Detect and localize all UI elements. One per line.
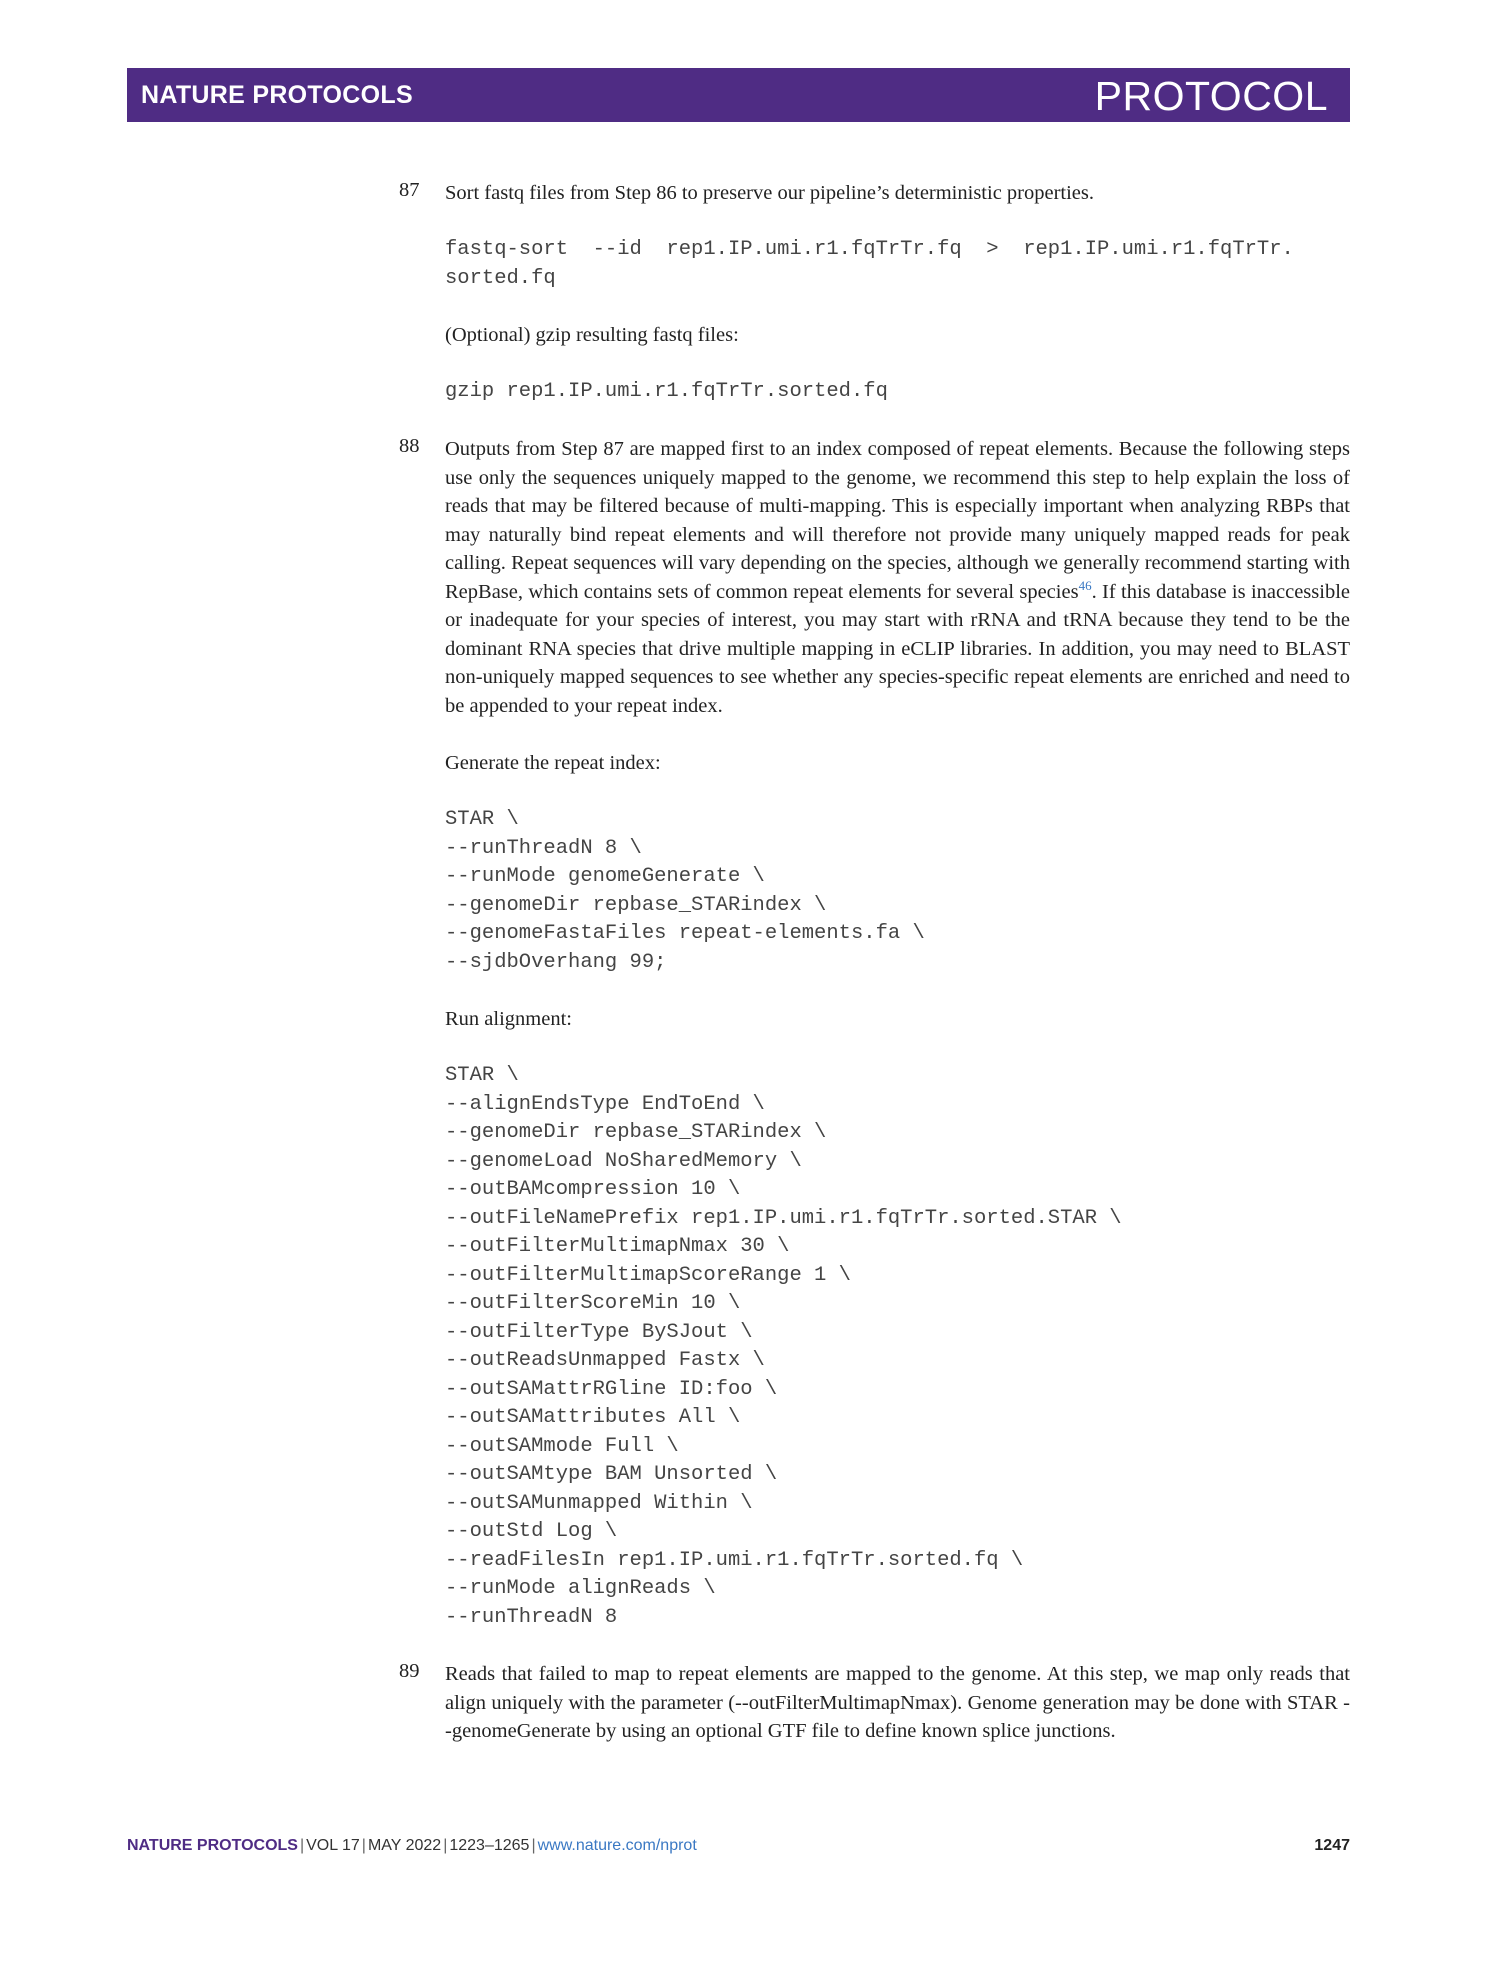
code-line: --runThreadN 8 (445, 1605, 618, 1629)
code-line: --outReadsUnmapped Fastx \ (445, 1349, 765, 1372)
code-line: --outFilterScoreMin 10 \ (445, 1292, 741, 1315)
code-line: --outFilterMultimapNmax 30 \ (445, 1235, 790, 1258)
code-line: --genomeFastaFiles repeat-elements.fa \ (445, 922, 925, 945)
code-line: --genomeLoad NoSharedMemory \ (445, 1149, 802, 1173)
code-line: sorted.fq (445, 266, 556, 290)
star-index-command (445, 806, 1355, 977)
footer-date: MAY 2022 (367, 1837, 442, 1854)
code-line: fastq-sort --id rep1.IP.umi.r1.fqTrTr.fq > rep1.IP.umi.r1.fqTrTr. (445, 238, 1294, 261)
step-89-number: 89 (399, 1660, 420, 1682)
step-87-gzip-command (445, 378, 1355, 407)
step-89-paragraph: Reads that failed to map to repeat elements are mapped to the genome. At this step, we map only reads that align uniquely with the parameter (--outFilterMultimapNmax). Genome generation may be done with STAR --genomeGenerate by using an optional GTF file to define known splice junctions. (445, 1663, 1350, 1742)
code-line: --runMode genomeGenerate \ (445, 865, 765, 888)
code-line: --runMode alignReads \ (445, 1577, 716, 1600)
article-type: PROTOCOL (1094, 73, 1328, 119)
code-line: --outSAMunmapped Within \ (445, 1491, 753, 1515)
code-line: --outFilterMultimapScoreRange 1 \ (445, 1263, 851, 1287)
step-89-text (445, 1660, 1350, 1746)
journal-name: NATURE PROTOCOLS (141, 81, 413, 109)
reference-citation[interactable]: 46 (1078, 577, 1092, 593)
code-line: --outBAMcompression 10 \ (445, 1178, 741, 1201)
step-88-paragraph (445, 435, 1350, 720)
step-87-text: Sort fastq files from Step 86 to preserve our pipeline’s deterministic properties. (445, 182, 1095, 204)
code-line: --outSAMmode Full \ (445, 1434, 679, 1458)
page-footer: NATURE PROTOCOLS | VOL 17 | MAY 2022 | 1223–1265 | www.nature.com/nprot 1247 (127, 1837, 1350, 1854)
code-line: gzip rep1.IP.umi.r1.fqTrTr.sorted.fq (445, 380, 888, 403)
code-line: --outSAMattrRGline ID:foo \ (445, 1377, 778, 1401)
footer-journal: NATURE PROTOCOLS (127, 1837, 298, 1854)
code-line: --genomeDir repbase_STARindex \ (445, 893, 827, 917)
code-line: --alignEndsType EndToEnd \ (445, 1092, 765, 1116)
code-line: --readFilesIn rep1.IP.umi.r1.fqTrTr.sorted.fq \ (445, 1548, 1024, 1572)
generate-index-label: Generate the repeat index: (445, 752, 661, 774)
code-line: --outSAMtype BAM Unsorted \ (445, 1463, 778, 1486)
step-87-sort-command (445, 236, 1355, 293)
footer-volume: VOL 17 (306, 1837, 360, 1854)
code-line: --outSAMattributes All \ (445, 1406, 741, 1429)
star-align-command (445, 1062, 1355, 1632)
step-88-text-part-1: Outputs from Step 87 are mapped first to an index composed of repeat elements. Because the following steps use only the sequences uniquely mapped to the genome, we recommend this step to help explain the loss of reads that may be filtered because of multi-mapping. This is especially important when analyzing RBPs that may naturally bind repeat elements and will therefore not provide many uniquely mapped reads for peak calling. Repeat sequences will vary depending on the species, although we generally recommend starting with RepBase, which contains sets of common repeat elements for several species (445, 438, 1350, 603)
footer-url-link[interactable]: www.nature.com/nprot (537, 1837, 697, 1854)
step-87-optional-text: (Optional) gzip resulting fastq files: (445, 324, 739, 346)
step-87-number: 87 (399, 179, 420, 201)
code-line: --outStd Log \ (445, 1520, 618, 1543)
code-line: STAR \ (445, 808, 519, 831)
code-line: --outFileNamePrefix rep1.IP.umi.r1.fqTrTr.sorted.STAR \ (445, 1206, 1122, 1230)
step-88-number: 88 (399, 435, 420, 457)
step-88-text-part-2: . If this database is inaccessible or inadequate for your species of interest, you may start with rRNA and tRNA because they tend to be the dominant RNA species that drive multiple mapping in eCLIP libraries. In addition, you may need to BLAST non-uniquely mapped sequences to see whether any species-specific repeat elements are enriched and need to be appended to your repeat index. (445, 580, 1350, 717)
code-line: --genomeDir repbase_STARindex \ (445, 1121, 827, 1144)
code-line: --outFilterType BySJout \ (445, 1320, 753, 1344)
footer-pages: 1223–1265 (449, 1837, 530, 1854)
page-number: 1247 (1314, 1837, 1350, 1854)
code-line: STAR \ (445, 1064, 519, 1087)
run-alignment-label: Run alignment: (445, 1008, 572, 1030)
journal-banner (127, 68, 1350, 122)
code-line: --sjdbOverhang 99; (445, 950, 667, 974)
code-line: --runThreadN 8 \ (445, 836, 642, 860)
